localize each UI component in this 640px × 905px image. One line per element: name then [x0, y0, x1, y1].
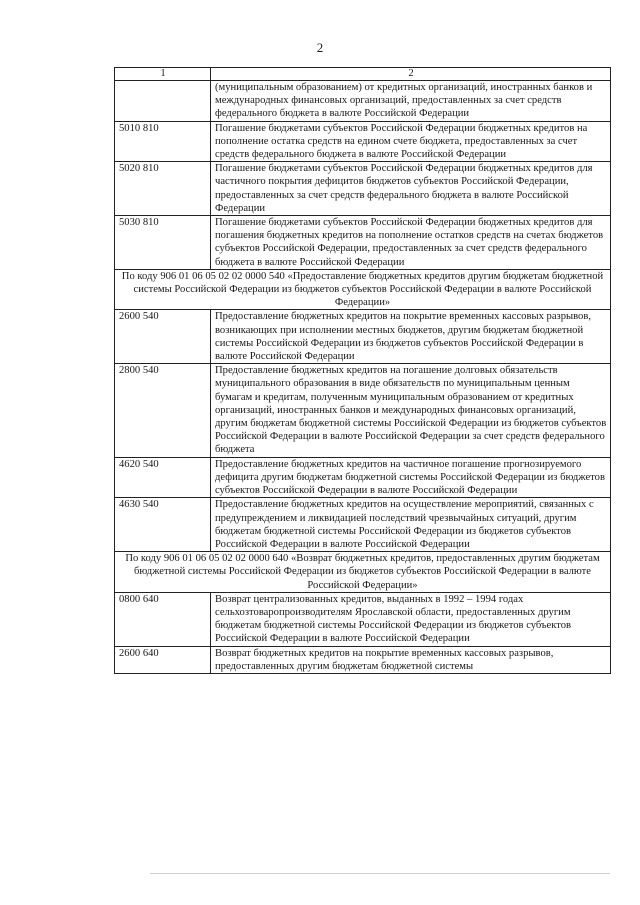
section-heading-row [115, 269, 611, 310]
budget-code-cell: 4620 540 [115, 457, 211, 498]
table-row [115, 81, 611, 122]
column-header-description: 2 [211, 68, 611, 81]
table-row [115, 592, 611, 646]
description-cell: Погашение бюджетами субъектов Российской Федерации бюджетных кредитов для частичного покрытия дефицитов бюджетов субъектов Российской Федерации, предоставленных за счет средств федерального бюджета в валюте Российской Федерации [211, 162, 611, 216]
budget-code-cell: 2800 540 [115, 364, 211, 457]
description-cell: Погашение бюджетами субъектов Российской Федерации бюджетных кредитов на пополнение остатка средств на едином счете бюджета, предоставленных за счет средств федерального бюджета в валюте Российской Федерации [211, 121, 611, 162]
table-row [115, 310, 611, 364]
table-row [115, 646, 611, 673]
description-cell: Предоставление бюджетных кредитов на покрытие временных кассовых разрывов, возникающих при исполнении местных бюджетов, другим бюджетам бюджетной системы Российской Федерации из бюджетов субъектов Российской Федерации в валюте Российской Федерации [211, 310, 611, 364]
description-cell: Предоставление бюджетных кредитов на погашение долговых обязательств муниципального образования в виде обязательств по муниципальным ценным бумагам и кредитам, полученным муниципальным образованием от кредитных организаций, иностранных банков и международных финансовых организаций, другим бюджетам бюджетной системы Российской Федерации из бюджетов субъектов Российской Федерации в валюте Российской Федерации за счет средств федерального бюджета [211, 364, 611, 457]
table-header-row [115, 68, 611, 81]
budget-code-cell: 2600 540 [115, 310, 211, 364]
description-cell: (муниципальным образованием) от кредитных организаций, иностранных банков и международных финансовых организаций, предоставленных за счет средств федерального бюджета в валюте Российской Федерации [211, 81, 611, 122]
description-cell: Предоставление бюджетных кредитов на осуществление мероприятий, связанных с предупреждением и ликвидацией последствий чрезвычайных ситуаций, другим бюджетам бюджетной системы Российской Федерации из бюджетов субъектов Российской Федерации в валюте Российской Федерации [211, 498, 611, 552]
budget-codes-table [114, 67, 611, 674]
budget-code-cell: 2600 640 [115, 646, 211, 673]
table-row [115, 162, 611, 216]
table-row [115, 457, 611, 498]
column-header-code: 1 [115, 68, 211, 81]
description-cell: Возврат централизованных кредитов, выданных в 1992 – 1994 годах сельхозтоваропроизводителям Ярославской области, предоставленных другим бюджетам бюджетной системы Российской Федерации из бюджетов субъектов Российской Федерации в валюте Российской Федерации [211, 592, 611, 646]
scan-edge-line [150, 873, 610, 874]
budget-code-cell: 4630 540 [115, 498, 211, 552]
description-cell: Возврат бюджетных кредитов на покрытие временных кассовых разрывов, предоставленных другим бюджетам бюджетной системы [211, 646, 611, 673]
budget-code-cell: 5010 810 [115, 121, 211, 162]
page-number: 2 [316, 40, 324, 55]
description-cell: Предоставление бюджетных кредитов на частичное погашение прогнозируемого дефицита другим бюджетам бюджетной системы Российской Федерации из бюджетов субъектов Российской Федерации в валюте Российской Федерации [211, 457, 611, 498]
table-row [115, 216, 611, 270]
section-heading: По коду 906 01 06 05 02 02 0000 640 «Возврат бюджетных кредитов, предоставленных другим бюджетам бюджетной системы Российской Федерации из бюджетов субъектов Российской Федерации в валюте Российской Федерации» [115, 552, 611, 593]
budget-code-cell [115, 81, 211, 122]
section-heading-row [115, 552, 611, 593]
budget-code-cell: 5020 810 [115, 162, 211, 216]
section-heading: По коду 906 01 06 05 02 02 0000 540 «Предоставление бюджетных кредитов другим бюджетам бюджетной системы Российской Федерации из бюджетов субъектов Российской Федерации в валюте Российской Федерации» [115, 269, 611, 310]
table-row [115, 364, 611, 457]
budget-code-cell: 0800 640 [115, 592, 211, 646]
budget-code-cell: 5030 810 [115, 216, 211, 270]
table-row [115, 121, 611, 162]
table-row [115, 498, 611, 552]
description-cell: Погашение бюджетами субъектов Российской Федерации бюджетных кредитов для погашения бюджетных кредитов на пополнение остатков средств на счетах бюджетов субъектов Российской Федерации, предоставленных за счет средств федерального бюджета в валюте Российской Федерации [211, 216, 611, 270]
